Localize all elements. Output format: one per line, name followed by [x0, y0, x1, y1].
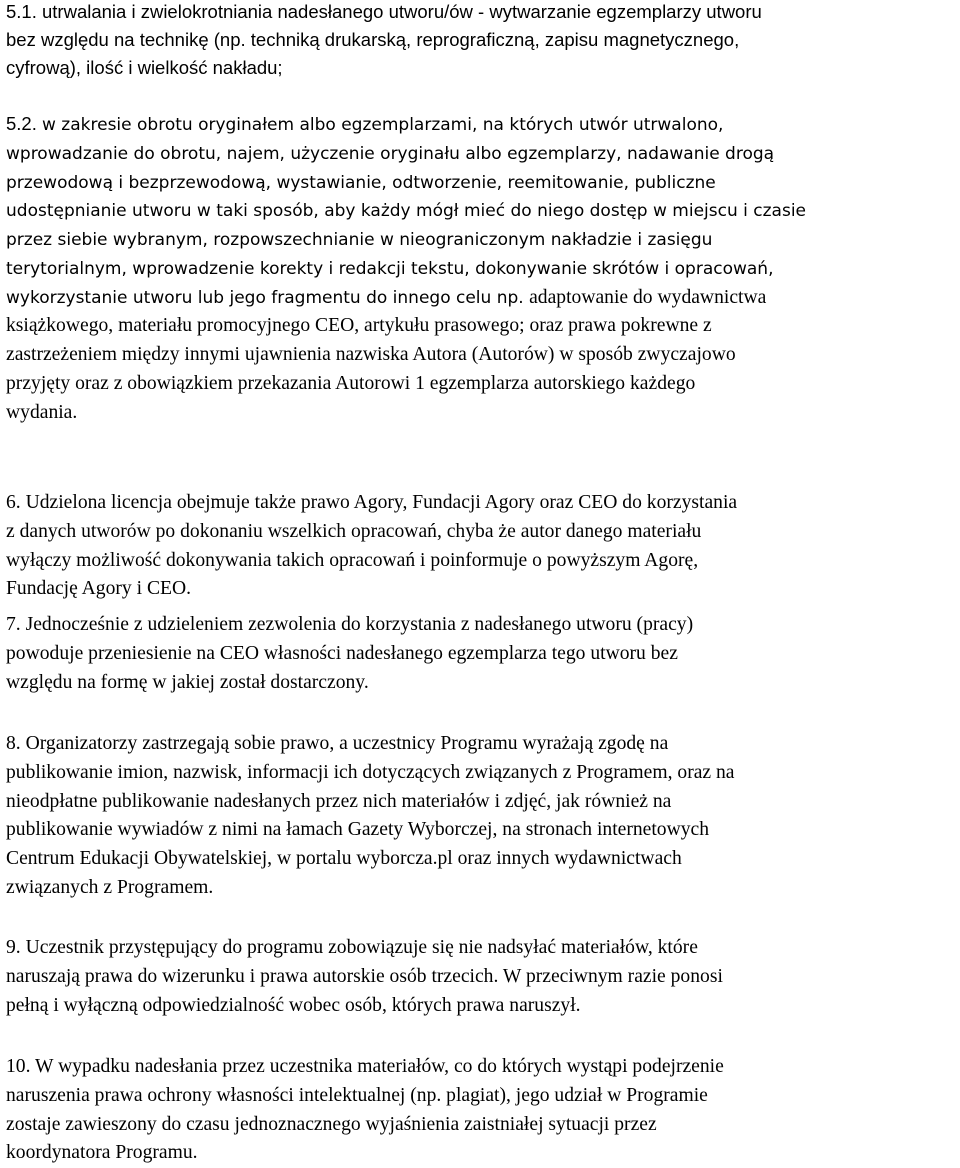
paragraph-10: 10. W wypadku nadesłania przez uczestnika materiałów, co do których wystąpi podejrzenie naruszenia prawa ochrony własności intelektualnej (np. plagiat), jego udział w Programie zostaje zawieszony do czasu jednoznacznego wyjaśnienia zaistniałej sytuacji przez koordynatora Programu. [6, 1056, 724, 1164]
paragraph-9: 9. Uczestnik przystępujący do programu zobowiązuje się nie nadsyłać materiałów, które naruszają prawa do wizerunku i prawa autorskie osób trzecich. W przeciwnym razie ponosi pełną i wyłączną odpowiedzialność wobec osób, których prawa naruszył. [6, 937, 723, 1016]
paragraph-5-2-number: 5.2. [6, 113, 42, 134]
paragraph-7: 7. Jednocześnie z udzieleniem zezwolenia do korzystania z nadesłanego utworu (pracy) powoduje przeniesienie na CEO własności nadesłanego egzemplarza tego utworu bez względu na formę w jakiej został dostarczony. [6, 614, 694, 693]
paragraph-8: 8. Organizatorzy zastrzegają sobie prawo, a uczestnicy Programu wyrażają zgodę na publikowanie imion, nazwisk, informacji ich dotyczących związanych z Programem, oraz na nieodpłatne publikowanie nadesłanych przez nich materiałów i zdjęć, jak również na publikowanie wywiadów z nimi na łamach Gazety Wyborczej, na stronach internetowych Centrum Edukacji Obywatelskiej, w portalu wyborcza.pl oraz innych wydawnictwach związanych z Programem. [6, 733, 735, 898]
paragraph-5-2 [6, 110, 806, 427]
paragraph-6: 6. Udzielona licencja obejmuje także prawo Agory, Fundacji Agory oraz CEO do korzystania z danych utworów po dokonaniu wszelkich opracowań, chyba że autor danego materiału wyłączy możliwość dokonywania takich opracowań i poinformuje o powyższym Agorę, Fundację Agory i CEO. [6, 492, 738, 600]
paragraph-5-2-text-part-1: w zakresie obrotu oryginałem albo egzemplarzami, na których utwór utrwalono, wprowadzanie do obrotu, najem, użyczenie oryginału albo egzemplarzy, nadawanie drogą przewodową i bezprzewodową, wystawianie, odtworzenie, reemitowanie, publiczne udostępnianie utworu w taki sposób, aby każdy mógł mieć do niego dostęp w miejscu i czasie przez siebie wybranym, rozpowszechnianie w nieograniczonym nakładzie i zasięgu terytorialnym, wprowadzenie korekty i redakcji tekstu, dokonywanie skrótów i opracowań, wykorzystanie utworu lub jego fragmentu do innego celu np. [6, 115, 807, 308]
paragraph-5-1: 5.1. utrwalania i zwielokrotniania nadesłanego utworu/ów - wytwarzanie egzemplarzy utworu bez względu na technikę (np. techniką drukarską, reprograficzną, zapisu magnetycznego, cyfrową), ilość i wielkość nakładu; [6, 1, 762, 78]
paragraph-5-2-text-part-2: adaptowanie do wydawnictwa książkowego, materiału promocyjnego CEO, artykułu prasowego; oraz prawa pokrewne z zastrzeżeniem między innymi ujawnienia nazwiska Autora (Autorów) w sposób zwyczajowo przyjęty oraz z obowiązkiem przekazania Autorowi 1 egzemplarza autorskiego każdego wydania. [6, 286, 767, 423]
